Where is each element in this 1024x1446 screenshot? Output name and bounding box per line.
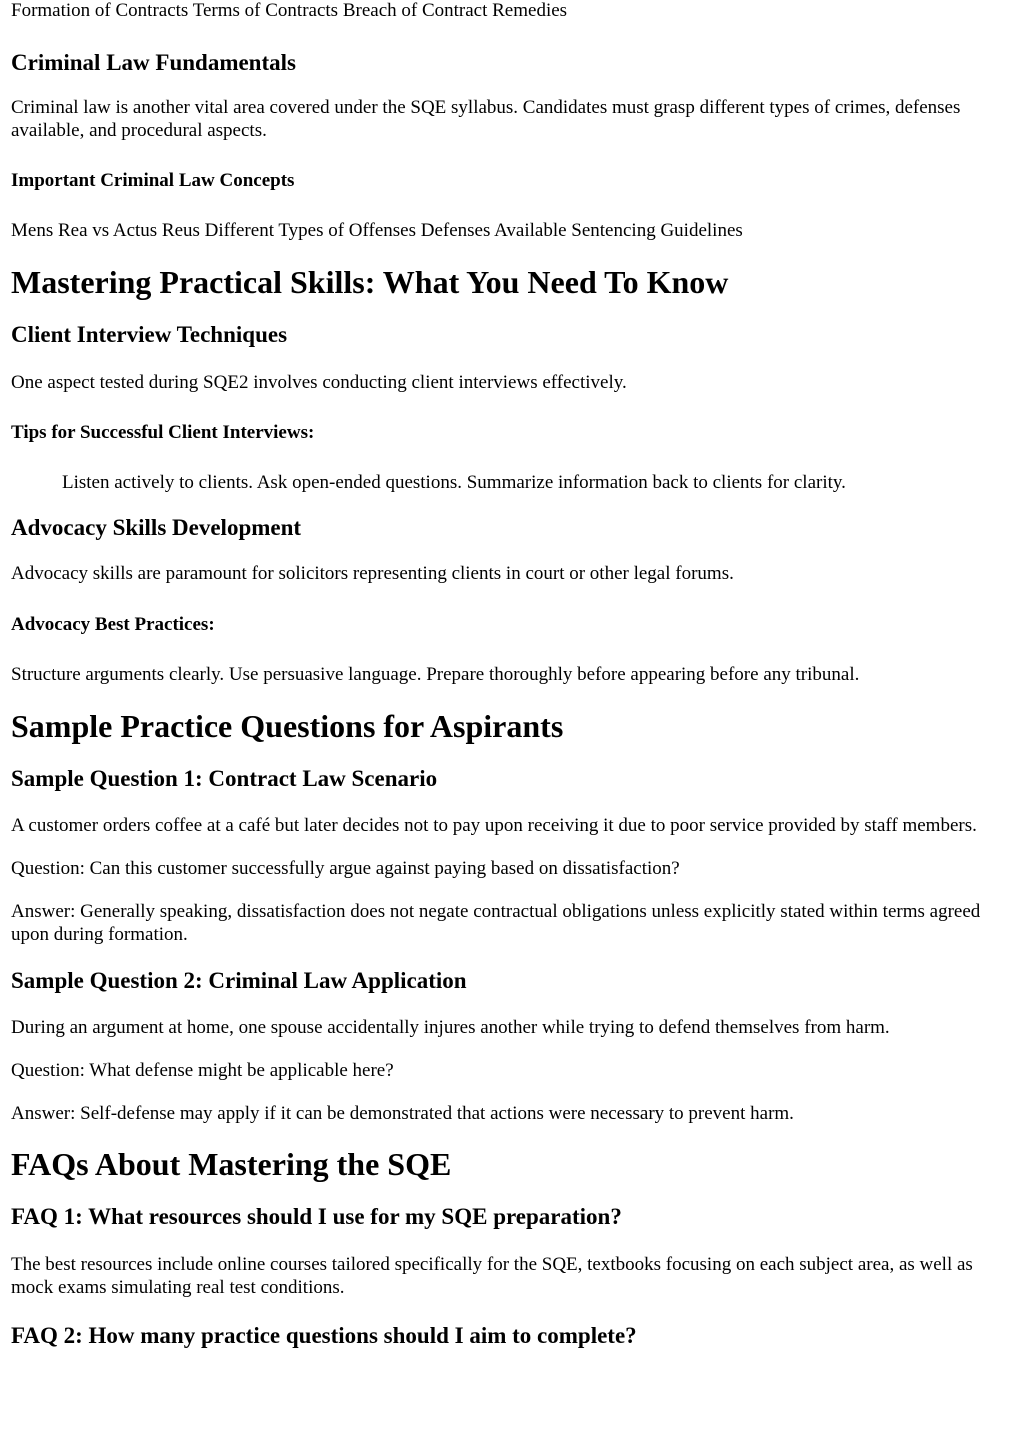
faqs-heading: FAQs About Mastering the SQE xyxy=(11,1146,452,1182)
sample-q2-scenario: During an argument at home, one spouse accidentally injures another while trying to defend themselves from harm. xyxy=(11,1017,890,1038)
advocacy-heading: Advocacy Skills Development xyxy=(11,515,302,540)
interview-tips-heading: Tips for Successful Client Interviews: xyxy=(11,422,315,443)
faq2-heading: FAQ 2: How many practice questions should I aim to complete? xyxy=(11,1323,637,1348)
sample-q2-question: Question: What defense might be applicable here? xyxy=(11,1060,394,1081)
sample-q1-scenario: A customer orders coffee at a café but later decides not to pay upon receiving it due to poor service provided by staff members. xyxy=(11,815,977,836)
criminal-law-heading: Criminal Law Fundamentals xyxy=(11,50,296,75)
client-interview-text: One aspect tested during SQE2 involves conducting client interviews effectively. xyxy=(11,372,627,393)
sample-q1-heading: Sample Question 1: Contract Law Scenario xyxy=(11,766,438,791)
sample-questions-heading: Sample Practice Questions for Aspirants xyxy=(11,708,564,744)
practical-skills-heading: Mastering Practical Skills: What You Need To Know xyxy=(11,264,729,300)
criminal-concepts-list: Mens Rea vs Actus Reus Different Types of Offenses Defenses Available Sentencing Guidelines xyxy=(11,220,743,241)
sample-q1-question: Question: Can this customer successfully argue against paying based on dissatisfaction? xyxy=(11,858,680,879)
criminal-concepts-heading: Important Criminal Law Concepts xyxy=(11,170,295,191)
faq1-heading: FAQ 1: What resources should I use for my SQE preparation? xyxy=(11,1204,622,1229)
client-interview-heading: Client Interview Techniques xyxy=(11,322,288,347)
advocacy-text: Advocacy skills are paramount for solicitors representing clients in court or other legal forums. xyxy=(11,563,734,584)
criminal-law-intro: Criminal law is another vital area covered under the SQE syllabus. Candidates must grasp different types of crimes, defenses available, and procedural aspects. xyxy=(11,97,961,141)
advocacy-best-heading: Advocacy Best Practices: xyxy=(11,614,215,635)
sample-q1-answer: Answer: Generally speaking, dissatisfaction does not negate contractual obligations unless explicitly stated within terms agreed upon during formation. xyxy=(11,901,981,945)
sample-q2-heading: Sample Question 2: Criminal Law Application xyxy=(11,968,467,993)
advocacy-best-list: Structure arguments clearly. Use persuasive language. Prepare thoroughly before appearing before any tribunal. xyxy=(11,664,860,685)
interview-tips-list: Listen actively to clients. Ask open-ended questions. Summarize information back to clients for clarity. xyxy=(62,472,846,493)
contract-topics-list: Formation of Contracts Terms of Contracts Breach of Contract Remedies xyxy=(11,0,568,21)
sample-q2-answer: Answer: Self-defense may apply if it can be demonstrated that actions were necessary to prevent harm. xyxy=(11,1103,794,1124)
faq1-answer: The best resources include online courses tailored specifically for the SQE, textbooks focusing on each subject area, as well as mock exams simulating real test conditions. xyxy=(11,1254,973,1298)
